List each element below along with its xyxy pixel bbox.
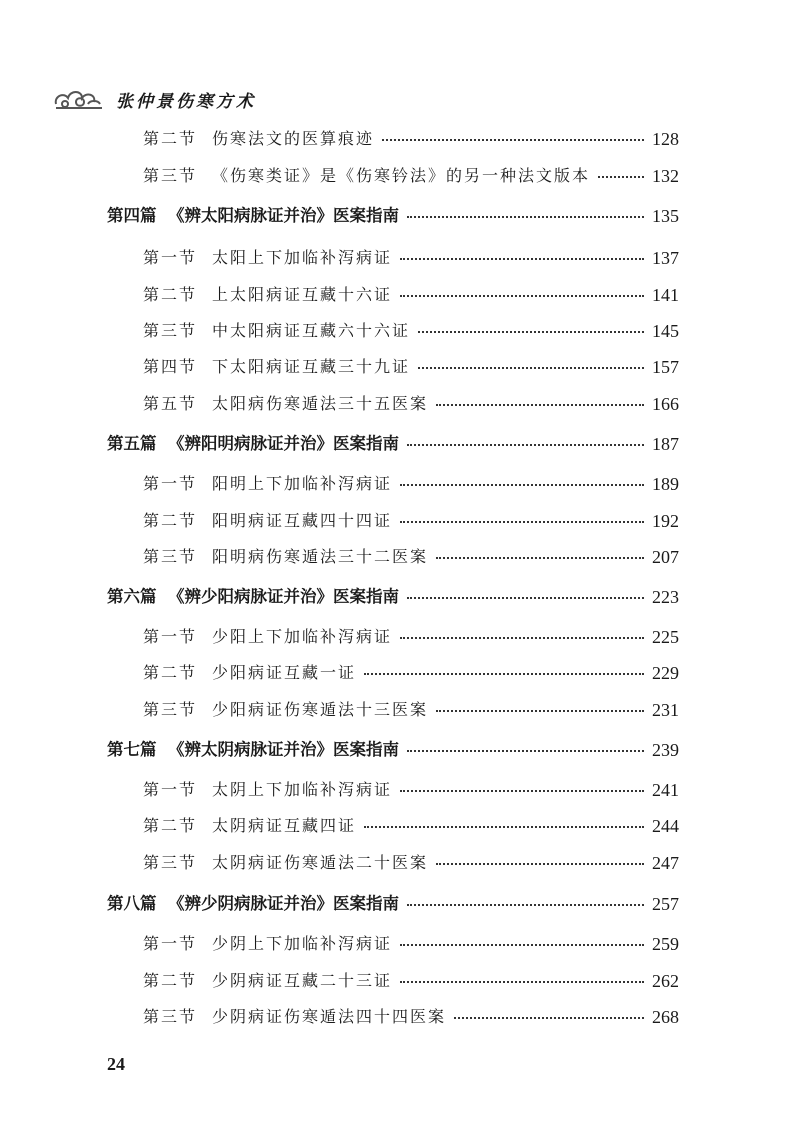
toc-entry-prefix: 第二节 bbox=[143, 511, 198, 530]
toc-entry-prefix: 第二节 bbox=[143, 663, 198, 682]
toc-entry-prefix: 第五篇 bbox=[107, 434, 157, 453]
toc-part-entry bbox=[0, 430, 800, 458]
toc-page-number: 187 bbox=[652, 434, 679, 454]
toc-page-number: 141 bbox=[652, 285, 679, 305]
toc-page-number: 239 bbox=[652, 740, 679, 760]
toc-dot-leader bbox=[407, 890, 644, 906]
toc-entry-title: 伤寒法文的医算痕迹 bbox=[212, 129, 375, 148]
toc-dot-leader bbox=[400, 776, 644, 792]
toc-page-number: 247 bbox=[652, 853, 679, 873]
toc-page-number: 223 bbox=[652, 587, 679, 607]
toc-part-entry bbox=[0, 736, 800, 764]
toc-dot-leader bbox=[436, 390, 644, 406]
toc-entry-prefix: 第一节 bbox=[143, 780, 198, 799]
toc-dot-leader bbox=[400, 281, 644, 297]
toc-entry-title: 中太阳病证互藏六十六证 bbox=[212, 321, 411, 340]
toc-entry-prefix: 第三节 bbox=[143, 853, 198, 872]
toc-dot-leader bbox=[407, 430, 644, 446]
toc-entry-prefix: 第一节 bbox=[143, 627, 198, 646]
toc-dot-leader bbox=[400, 623, 644, 639]
toc-entry-prefix: 第三节 bbox=[143, 321, 198, 340]
toc-page-number: 166 bbox=[652, 394, 679, 414]
running-header bbox=[52, 80, 352, 116]
toc-page-number: 262 bbox=[652, 971, 679, 991]
toc-entry-title: 阳明病伤寒遁法三十二医案 bbox=[212, 547, 429, 566]
toc-section-entry bbox=[0, 390, 800, 418]
toc-section-entry bbox=[0, 507, 800, 535]
toc-dot-leader bbox=[418, 317, 644, 333]
toc-page-number: 135 bbox=[652, 206, 679, 226]
toc-section-entry bbox=[0, 543, 800, 571]
toc-entry-prefix: 第三节 bbox=[143, 1007, 198, 1026]
toc-page-number: 128 bbox=[652, 129, 679, 149]
toc-page-number: 189 bbox=[652, 474, 679, 494]
toc-page-number: 229 bbox=[652, 663, 679, 683]
toc-entry-title: 《辨少阳病脉证并治》医案指南 bbox=[168, 587, 399, 606]
toc-section-entry bbox=[0, 623, 800, 651]
toc-section-entry bbox=[0, 353, 800, 381]
toc-entry-prefix: 第二节 bbox=[143, 816, 198, 835]
toc-section-entry bbox=[0, 812, 800, 840]
toc-page-number: 268 bbox=[652, 1007, 679, 1027]
toc-entry-title: 《辨太阳病脉证并治》医案指南 bbox=[168, 206, 399, 225]
toc-entry-title: 太阴病证伤寒遁法二十医案 bbox=[212, 853, 429, 872]
page-number: 24 bbox=[107, 1054, 125, 1074]
toc-part-entry bbox=[0, 202, 800, 230]
toc-dot-leader bbox=[364, 812, 644, 828]
toc-page-number: 137 bbox=[652, 248, 679, 268]
toc-section-entry bbox=[0, 1003, 800, 1031]
cloud-ornament-icon bbox=[52, 82, 106, 114]
toc-page-number: 145 bbox=[652, 321, 679, 341]
toc-section-entry bbox=[0, 849, 800, 877]
toc-dot-leader bbox=[382, 125, 644, 141]
toc-entry-title: 少阳病证伤寒遁法十三医案 bbox=[212, 700, 429, 719]
toc-dot-leader bbox=[400, 967, 644, 983]
toc-entry-title: 少阳上下加临补泻病证 bbox=[212, 627, 393, 646]
toc-dot-leader bbox=[407, 583, 644, 599]
toc-entry-prefix: 第二节 bbox=[143, 129, 198, 148]
toc-dot-leader bbox=[407, 202, 644, 218]
toc-entry-prefix: 第一节 bbox=[143, 474, 198, 493]
toc-dot-leader bbox=[454, 1003, 644, 1019]
toc-page-number: 241 bbox=[652, 780, 679, 800]
toc-entry-prefix: 第一节 bbox=[143, 248, 198, 267]
toc-page-number: 192 bbox=[652, 511, 679, 531]
toc-entry-title: 少阴病证互藏二十三证 bbox=[212, 971, 393, 990]
toc-section-entry bbox=[0, 930, 800, 958]
toc-entry-title: 少阳病证互藏一证 bbox=[212, 663, 357, 682]
toc-entry-title: 太阴上下加临补泻病证 bbox=[212, 780, 393, 799]
toc-section-entry bbox=[0, 125, 800, 153]
toc-page-number: 257 bbox=[652, 894, 679, 914]
toc-entry-title: 《辨太阴病脉证并治》医案指南 bbox=[168, 740, 399, 759]
toc-entry-prefix: 第四篇 bbox=[107, 206, 157, 225]
toc-section-entry bbox=[0, 967, 800, 995]
toc-entry-title: 少阴上下加临补泻病证 bbox=[212, 934, 393, 953]
toc-part-entry bbox=[0, 583, 800, 611]
toc-section-entry bbox=[0, 659, 800, 687]
toc-page-number: 259 bbox=[652, 934, 679, 954]
toc-entry-prefix: 第二节 bbox=[143, 285, 198, 304]
toc-entry-title: 太阳病伤寒遁法三十五医案 bbox=[212, 394, 429, 413]
toc-section-entry bbox=[0, 470, 800, 498]
toc-page-number: 157 bbox=[652, 357, 679, 377]
toc-dot-leader bbox=[400, 507, 644, 523]
toc-dot-leader bbox=[400, 930, 644, 946]
toc-section-entry bbox=[0, 776, 800, 804]
toc-entry-prefix: 第六篇 bbox=[107, 587, 157, 606]
toc-dot-leader bbox=[418, 353, 644, 369]
toc-entry-prefix: 第三节 bbox=[143, 547, 198, 566]
toc-page-number: 132 bbox=[652, 166, 679, 186]
toc-entry-prefix: 第四节 bbox=[143, 357, 198, 376]
toc-entry-title: 《辨阳明病脉证并治》医案指南 bbox=[168, 434, 399, 453]
toc-entry-title: 阳明上下加临补泻病证 bbox=[212, 474, 393, 493]
toc-entry-title: 太阳上下加临补泻病证 bbox=[212, 248, 393, 267]
toc-page-number: 207 bbox=[652, 547, 679, 567]
toc-entry-title: 太阴病证互藏四证 bbox=[212, 816, 357, 835]
toc-dot-leader bbox=[598, 162, 644, 178]
toc-entry-prefix: 第五节 bbox=[143, 394, 198, 413]
toc-entry-prefix: 第二节 bbox=[143, 971, 198, 990]
toc-dot-leader bbox=[436, 696, 644, 712]
toc-entry-title: 少阴病证伤寒遁法四十四医案 bbox=[212, 1007, 447, 1026]
toc-page-number: 225 bbox=[652, 627, 679, 647]
toc-dot-leader bbox=[400, 470, 644, 486]
toc-entry-prefix: 第七篇 bbox=[107, 740, 157, 759]
toc-dot-leader bbox=[436, 849, 644, 865]
toc-entry-title: 上太阳病证互藏十六证 bbox=[212, 285, 393, 304]
toc-section-entry bbox=[0, 244, 800, 272]
toc-dot-leader bbox=[436, 543, 644, 559]
toc-section-entry bbox=[0, 696, 800, 724]
toc-part-entry bbox=[0, 890, 800, 918]
running-header-title: 张仲景伤寒方术 bbox=[116, 92, 256, 112]
toc-page-number: 244 bbox=[652, 816, 679, 836]
toc-section-entry bbox=[0, 317, 800, 345]
toc-entry-title: 《辨少阴病脉证并治》医案指南 bbox=[168, 894, 399, 913]
toc-entry-prefix: 第八篇 bbox=[107, 894, 157, 913]
toc-dot-leader bbox=[400, 244, 644, 260]
toc-page-number: 231 bbox=[652, 700, 679, 720]
toc-section-entry bbox=[0, 162, 800, 190]
toc-entry-title: 《伤寒类证》是《伤寒钤法》的另一种法文版本 bbox=[212, 166, 591, 185]
toc-entry-prefix: 第三节 bbox=[143, 166, 198, 185]
toc-dot-leader bbox=[364, 659, 644, 675]
toc-dot-leader bbox=[407, 736, 644, 752]
toc-entry-prefix: 第一节 bbox=[143, 934, 198, 953]
toc-entry-title: 下太阳病证互藏三十九证 bbox=[212, 357, 411, 376]
toc-entry-title: 阳明病证互藏四十四证 bbox=[212, 511, 393, 530]
toc-entry-prefix: 第三节 bbox=[143, 700, 198, 719]
toc-section-entry bbox=[0, 281, 800, 309]
